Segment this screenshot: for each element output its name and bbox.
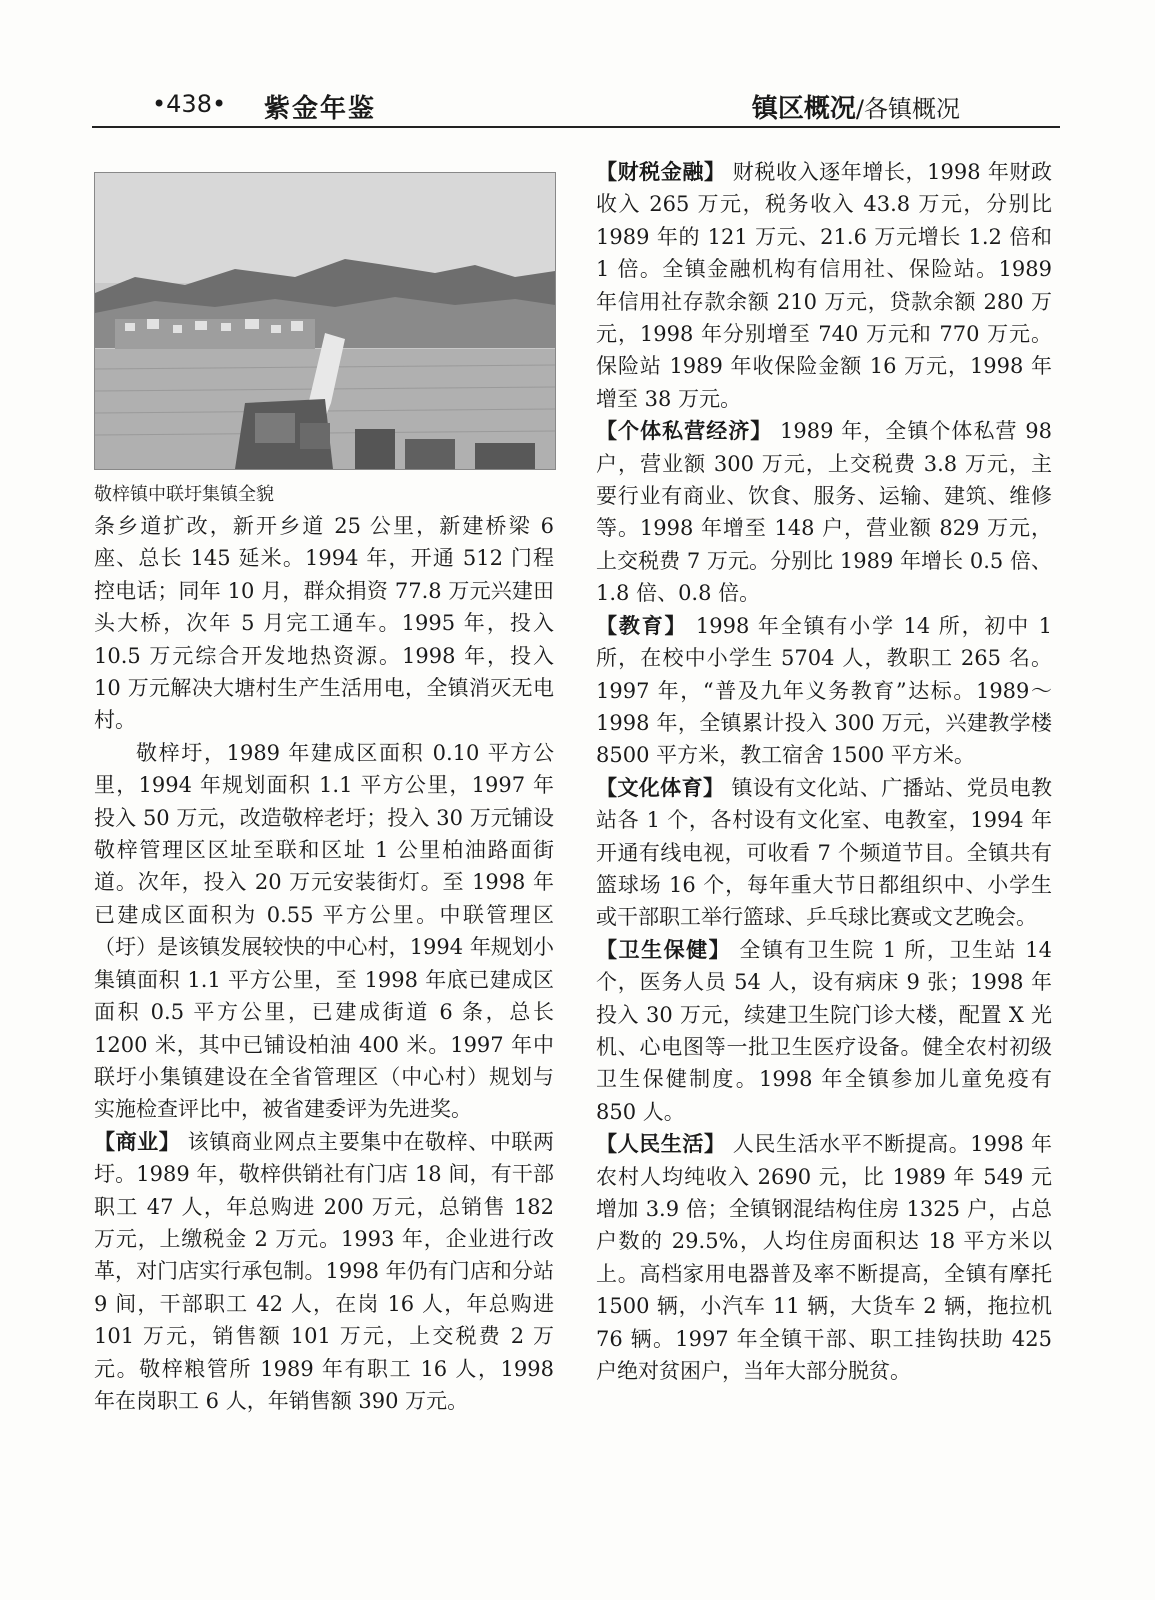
education-paragraph [596,610,1052,772]
finance-heading: 【财税金融】 [596,160,726,184]
commerce-paragraph [94,1126,554,1418]
town-photo-illustration [95,173,555,469]
health-text: 全镇有卫生院 1 所，卫生站 14 个，医务人员 54 人，设有病床 9 张；1998 年投入 30 万元，续建卫生院门诊大楼，配置 X 光机、心电图等一批卫生医疗设备。健全农村初级卫生保健制度。1998 年全镇参加儿童免疫有 850 人。 [596,937,1052,1124]
photo-caption: 敬梓镇中联圩集镇全貌 [94,484,274,505]
health-heading: 【卫生保健】 [596,937,732,962]
health-paragraph [596,934,1052,1128]
town-construction-paragraph: 敬梓圩，1989 年建成区面积 0.10 平方公里，1994 年规划面积 1.1 平方公里，1997 年投入 50 万元，改造敬梓老圩；投入 30 万元铺设敬梓管理区区址至联和区址 1 公里柏油路面街道。次年，投入 20 万元安装街灯。至 1998 年已建成区面积为 0.55 平方公里。中联管理区（圩）是该镇发展较快的中心村，1994 年规划小集镇面积 1.1 平方公里，至 1998 年底已建成区面积 0.5 平方公里，已建成街道 6 条，总长 1200 米，其中已铺设柏油 400 米。1997 年中联圩小集镇建设在全省管理区（中心村）规划与实施检查评比中，被省建委评为先进奖。 [94,740,554,1122]
page-number: •438• [152,90,227,118]
living-paragraph [596,1128,1052,1387]
roads-paragraph: 条乡道扩改，新开乡道 25 公里，新建桥梁 6 座、总长 145 延米。1994 年，开通 512 门程控电话；同年 10 月，群众捐资 77.8 万元兴建田头大桥，次年 5 月完工通车。1995 年，投入 10.5 万元综合开发地热资源。1998 年，投入 10 万元解决大塘村生产生活用电，全镇消灭无电村。 [94,514,554,733]
private-economy-text: 1989 年，全镇个体私营 98 户，营业额 300 万元，上交税费 3.8 万元，主要行业有商业、饮食、服务、运输、建筑、维修等。1998 年增至 148 户，营业额 829 万元，上交税费 7 万元。分别比 1989 年增长 0.5 倍、1.8 倍、0.8 倍。 [596,419,1052,606]
section-title [752,88,960,125]
finance-text: 财税收入逐年增长，1998 年财政收入 265 万元，税务收入 43.8 万元，分别比 1989 年的 121 万元、21.6 万元增长 1.2 倍和 1 倍。全镇金融机构有信用社、保险站。1989 年信用社存款余额 210 万元，贷款余额 280 万元，1998 年分别增至 740 万元和 770 万元。保险站 1989 年收保险金额 16 万元，1998 年增至 38 万元。 [596,160,1053,411]
living-text: 人民生活水平不断提高。1998 年农村人均纯收入 2690 元，比 1989 年 549 元增加 3.9 倍；全镇钢混结构住房 1325 户，占总户数的 29.5%，人均住房面积达 18 平方米以上。高档家用电器普及率不断提高，全镇有摩托 1500 辆，小汽车 11 辆，大货车 2 辆，拖拉机 76 辆。1997 年全镇干部、职工挂钩扶助 425 户绝对贫困户，当年大部分脱贫。 [596,1132,1053,1384]
right-column [596,156,1052,1387]
left-column [94,510,554,1417]
culture-sports-heading: 【文化体育】 [596,775,725,800]
commerce-text: 该镇商业网点主要集中在敬梓、中联两圩。1989 年，敬梓供销社有门店 18 间，有干部职工 47 人，年总购进 200 万元，总销售 182 万元，上缴税金 2 万元。1993 年，企业进行改革，对门店实行承包制。1998 年仍有门店和分站 9 间，干部职工 42 人，在岗 16 人，年总购进 101 万元，销售额 101 万元，上交税费 2 万元。敬梓粮管所 1989 年有职工 16 人，1998 年在岗职工 6 人，年销售额 390 万元。 [94,1129,555,1413]
culture-sports-text: 镇设有文化站、广播站、党员电教站各 1 个，各村设有文化室、电教室，1994 年开通有线电视，可收看 7 个频道节目。全镇共有篮球场 16 个，每年重大节日都组织中、小学生或干部职工举行篮球、乒乓球比赛或文艺晚会。 [596,775,1052,930]
private-economy-paragraph [596,415,1052,609]
section-main: 镇区概况 [751,94,856,124]
commerce-heading: 【商业】 [94,1129,181,1154]
page-header [92,82,1060,128]
education-heading: 【教育】 [596,613,688,638]
finance-paragraph [596,156,1052,415]
culture-sports-paragraph [596,772,1052,934]
private-economy-heading: 【个体私营经济】 [596,419,773,444]
town-photo [94,172,556,470]
education-text: 1998 年全镇有小学 14 所，初中 1 所，在校中小学生 5704 人，教职工 265 名。1997 年，“普及九年义务教育”达标。1989～1998 年，全镇累计投入 300 万元，兴建教学楼 8500 平方米，教工宿舍 1500 平方米。 [596,613,1052,768]
book-title: 紫金年鉴 [264,94,377,124]
section-sub: /各镇概况 [855,95,960,123]
living-heading: 【人民生活】 [596,1132,726,1157]
